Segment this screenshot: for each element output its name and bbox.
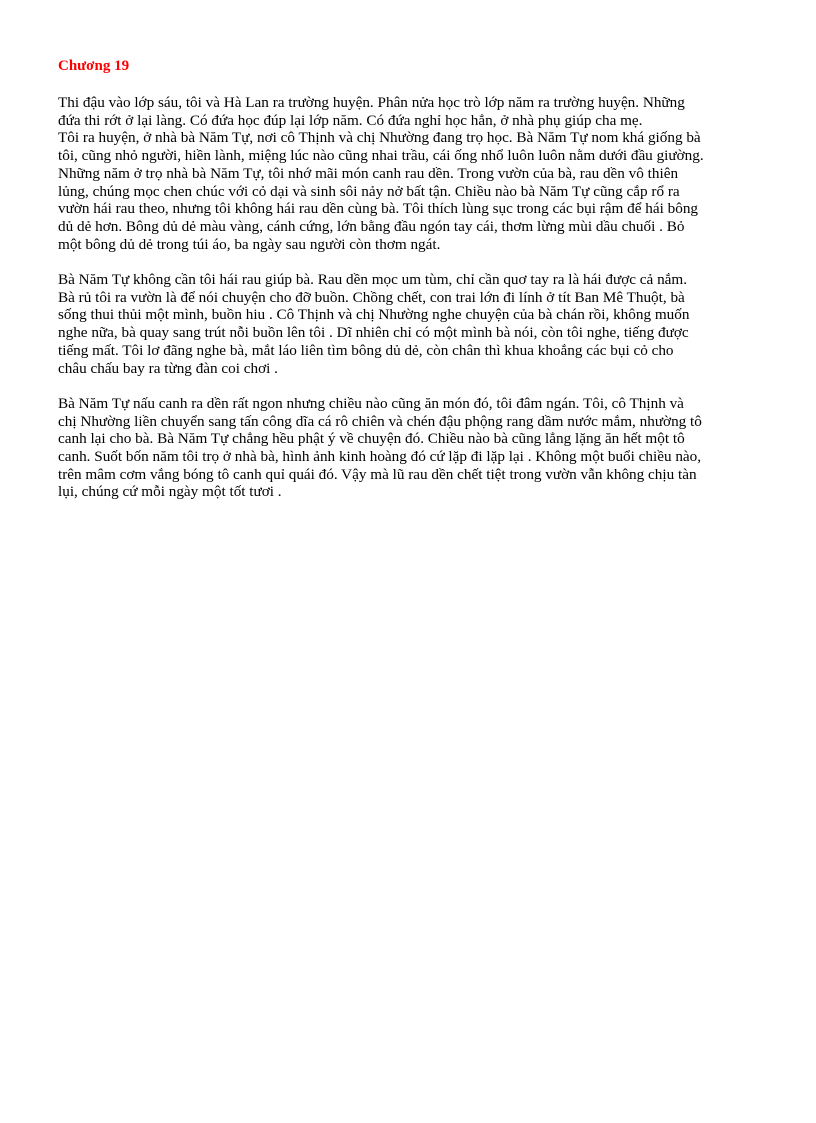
text-line: châu chấu bay ra từng đàn coi chơi . <box>58 359 278 377</box>
chapter-body <box>58 94 768 519</box>
paragraph <box>58 94 768 253</box>
text-line: chị Nhường liền chuyển sang tấn công dĩa cá rô chiên và chén đậu phộng rang dầm nước mắm, nhường tô <box>58 412 702 430</box>
text-line: đứa thi rớt ở lại làng. Có đứa học đúp lại lớp năm. Có đứa nghỉ học hẳn, ở nhà phụ giúp cha mẹ. <box>58 111 643 129</box>
text-line: tiếng mất. Tôi lơ đãng nghe bà, mắt láo liên tìm bông dủ dẻ, còn chân thì khua khoắng các bụi cỏ cho <box>58 341 674 359</box>
text-line: nghe nữa, bà quay sang trút nỗi buồn lên tôi . Dĩ nhiên chỉ có một mình bà nói, còn tôi nghe, tiếng được <box>58 324 689 342</box>
text-line: sống thui thủi một mình, buồn hiu . Cô Thịnh và chị Nhường nghe chuyện của bà chán rồi, không muốn <box>58 306 690 324</box>
paragraph <box>58 395 768 501</box>
text-line: Những năm ở trọ nhà bà Năm Tự, tôi nhớ mãi món canh rau dền. Trong vườn của bà, rau dền vô thiên <box>58 164 679 182</box>
text-line: lụi, chúng cứ mỗi ngày một tốt tươi . <box>58 483 282 501</box>
text-line: dủ dẻ hơn. Bông dủ dẻ màu vàng, cánh cứng, lớn bằng đầu ngón tay cái, thơm lừng mùi dầu chuối . Bỏ <box>58 217 685 235</box>
text-line: một bông dủ dẻ trong túi áo, ba ngày sau người còn thơm ngát. <box>58 235 441 253</box>
text-line: tôi, cũng nhỏ người, hiền lành, miệng lúc nào cũng nhai trầu, cái ống nhổ luôn luôn nằm dưới đầu giường. <box>58 147 704 165</box>
text-line: Bà rủ tôi ra vườn là để nói chuyện cho đỡ buồn. Chồng chết, con trai lớn đi lính ở tít Ban Mê Thuột, bà <box>58 288 685 306</box>
text-line: Bà Năm Tự nấu canh ra dền rất ngon nhưng chiều nào cũng ăn món đó, tôi đâm ngán. Tôi, cô Thịnh và <box>58 394 684 412</box>
text-line: vườn hái rau theo, nhưng tôi không hái rau dền cùng bà. Tôi thích lùng sục trong các bụi rậm để hái bông <box>58 200 699 218</box>
paragraph <box>58 271 768 377</box>
text-line: Tôi ra huyện, ở nhà bà Năm Tự, nơi cô Thịnh và chị Nhường đang trọ học. Bà Năm Tự nom khá giống bà <box>58 129 701 147</box>
text-line: Thi đậu vào lớp sáu, tôi và Hà Lan ra trường huyện. Phân nửa học trò lớp năm ra trường huyện. Những <box>58 94 685 111</box>
text-line: canh lại cho bà. Bà Năm Tự chẳng hều phật ý về chuyện đó. Chiều nào bà cũng lẳng lặng ăn hết một tô <box>58 430 685 448</box>
text-line: lủng, chúng mọc chen chúc với cỏ dại và sinh sôi nảy nở bất tận. Chiều nào bà Năm Tự cũng cắp rổ ra <box>58 182 680 200</box>
text-line: Bà Năm Tự không cần tôi hái rau giúp bà. Rau dền mọc um tùm, chỉ cần quơ tay ra là hái được cả nắm. <box>58 271 688 289</box>
text-line: trên mâm cơm vắng bóng tô canh quỉ quái đó. Vậy mà lũ rau dền chết tiệt trong vườn vẫn không chịu tàn <box>58 465 697 483</box>
text-line: canh. Suốt bốn năm tôi trọ ở nhà bà, hình ảnh kinh hoàng đó cứ lặp đi lặp lại . Không một buổi chiều nào, <box>58 448 702 466</box>
chapter-title: Chương 19 <box>58 58 130 74</box>
